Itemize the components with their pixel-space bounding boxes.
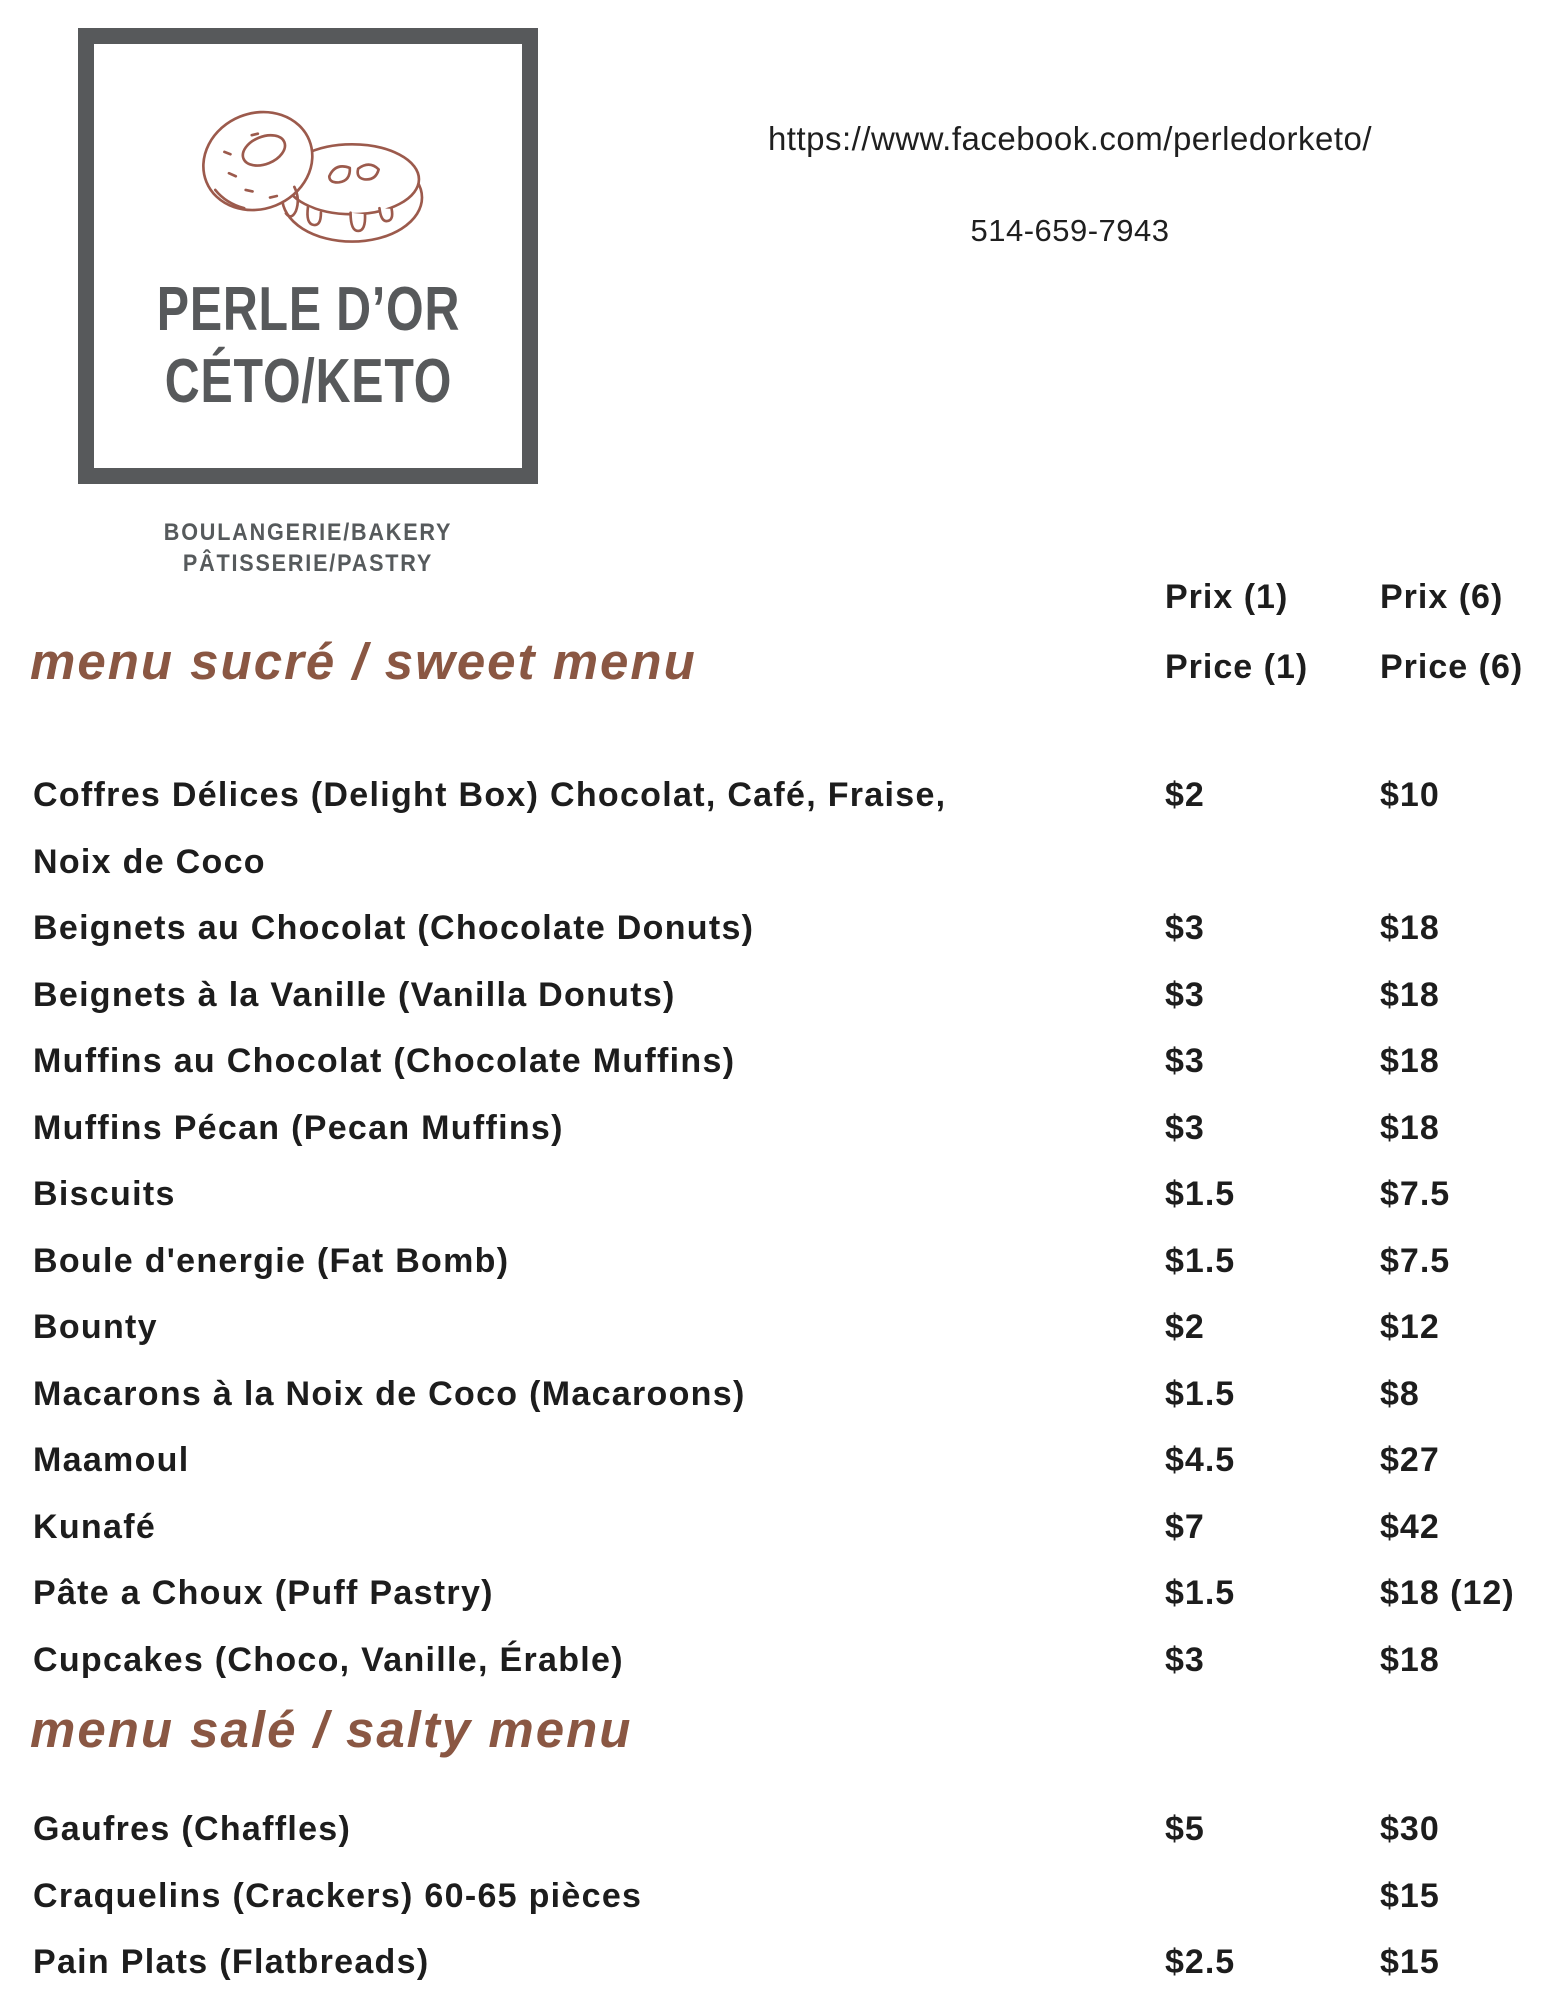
price-column-header-prix-6: Prix (6): [1380, 578, 1504, 616]
donuts-icon: [174, 82, 442, 272]
item-price-six: $18: [1380, 1042, 1440, 1080]
item-name: Pâte a Choux (Puff Pastry): [33, 1574, 494, 1612]
contact-block: [595, 120, 1545, 249]
item-price-single: $1.5: [1165, 1175, 1236, 1213]
menu-item-row: [33, 1161, 1525, 1228]
item-price-six: $15: [1380, 1943, 1440, 1981]
item-name: Biscuits: [33, 1175, 176, 1213]
brand-tagline-line1: BOULANGERIE/BAKERY: [163, 519, 453, 546]
item-price-six: $27: [1380, 1441, 1440, 1479]
price-column-header-price-6: Price (6): [1380, 648, 1524, 686]
brand-tagline-line2: PÂTISSERIE/PASTRY: [182, 550, 434, 577]
item-price-six: $18 (12): [1380, 1574, 1515, 1612]
item-name: Beignets à la Vanille (Vanilla Donuts): [33, 975, 676, 1014]
item-name: Bounty: [33, 1308, 158, 1346]
item-name: Muffins au Chocolat (Chocolate Muffins): [33, 1042, 736, 1080]
menu-item-row: [33, 1494, 1525, 1561]
salty-menu-list: [33, 1796, 1525, 1996]
brand-name: [156, 274, 459, 418]
section-title-salty: menu salé / salty menu: [30, 1701, 633, 1758]
item-price-single: $7: [1165, 1507, 1205, 1546]
item-price-six: $7.5: [1380, 1241, 1451, 1280]
item-name: Muffins Pécan (Pecan Muffins): [33, 1108, 564, 1147]
menu-item-row: [33, 1560, 1525, 1627]
item-price-single: $3: [1165, 1042, 1205, 1080]
item-price-six: $10: [1380, 776, 1440, 814]
item-price-six: $7.5: [1380, 1175, 1451, 1213]
item-price-six: $30: [1380, 1810, 1440, 1848]
item-price-single: $3: [1165, 1640, 1205, 1679]
menu-item-row: [33, 1294, 1525, 1361]
item-name: Gaufres (Chaffles): [33, 1810, 352, 1848]
sweet-menu-list: [33, 762, 1525, 1693]
item-name: Pain Plats (Flatbreads): [33, 1943, 430, 1981]
item-price-six: $18: [1380, 1108, 1440, 1147]
item-price-six: $18: [1380, 975, 1440, 1014]
item-price-single: $1.5: [1165, 1241, 1236, 1280]
item-price-six: $8: [1380, 1374, 1420, 1413]
menu-item-row: [33, 1796, 1525, 1863]
item-price-single: $1.5: [1165, 1574, 1236, 1612]
item-name: Maamoul: [33, 1441, 190, 1479]
item-price-six: $18: [1380, 1640, 1440, 1679]
section-title-sweet: menu sucré / sweet menu: [30, 633, 697, 690]
menu-item-row: [33, 1361, 1525, 1428]
menu-item-row: [33, 1095, 1525, 1162]
item-price-single: $1.5: [1165, 1374, 1236, 1413]
item-price-six: $12: [1380, 1308, 1440, 1346]
logo-box: [78, 28, 538, 484]
menu-item-row: [33, 1863, 1525, 1930]
menu-item-row: [33, 1028, 1525, 1095]
item-name: Beignets au Chocolat (Chocolate Donuts): [33, 909, 755, 947]
item-price-single: $2: [1165, 1308, 1205, 1346]
item-name: Craquelins (Crackers) 60-65 pièces: [33, 1876, 643, 1915]
menu-item-row: [33, 962, 1525, 1029]
item-price-single: $4.5: [1165, 1441, 1236, 1479]
menu-item-row: [33, 762, 1525, 895]
menu-item-row: [33, 1627, 1525, 1694]
brand-name-line2: CÉTO/KETO: [164, 347, 452, 416]
item-price-six: $18: [1380, 909, 1440, 947]
item-price-six: $42: [1380, 1507, 1440, 1546]
brand-tagline: [101, 517, 515, 579]
item-price-single: $3: [1165, 1108, 1205, 1147]
menu-item-row: [33, 895, 1525, 962]
item-name: Cupcakes (Choco, Vanille, Érable): [33, 1640, 624, 1679]
item-price-single: $2.5: [1165, 1943, 1236, 1981]
menu-item-row: [33, 1427, 1525, 1494]
item-name: Kunafé: [33, 1507, 157, 1546]
item-name: Macarons à la Noix de Coco (Macaroons): [33, 1374, 746, 1413]
item-price-single: $5: [1165, 1810, 1205, 1848]
price-column-header-prix-1: Prix (1): [1165, 578, 1289, 616]
brand-name-line1: PERLE D’OR: [156, 275, 460, 344]
menu-item-row: [33, 1228, 1525, 1295]
price-column-header-price-1: Price (1): [1165, 648, 1309, 686]
item-price-six: $15: [1380, 1876, 1440, 1915]
menu-item-row: [33, 1929, 1525, 1996]
item-name: Boule d'energie (Fat Bomb): [33, 1241, 510, 1280]
phone-number: 514-659-7943: [970, 213, 1170, 248]
item-price-single: $3: [1165, 909, 1205, 947]
item-name: Coffres Délices (Delight Box) Chocolat, Café, Fraise, Noix de Coco: [33, 776, 947, 881]
facebook-url: https://www.facebook.com/perledorketo/: [767, 120, 1373, 157]
item-price-single: $2: [1165, 776, 1205, 814]
item-price-single: $3: [1165, 975, 1205, 1014]
